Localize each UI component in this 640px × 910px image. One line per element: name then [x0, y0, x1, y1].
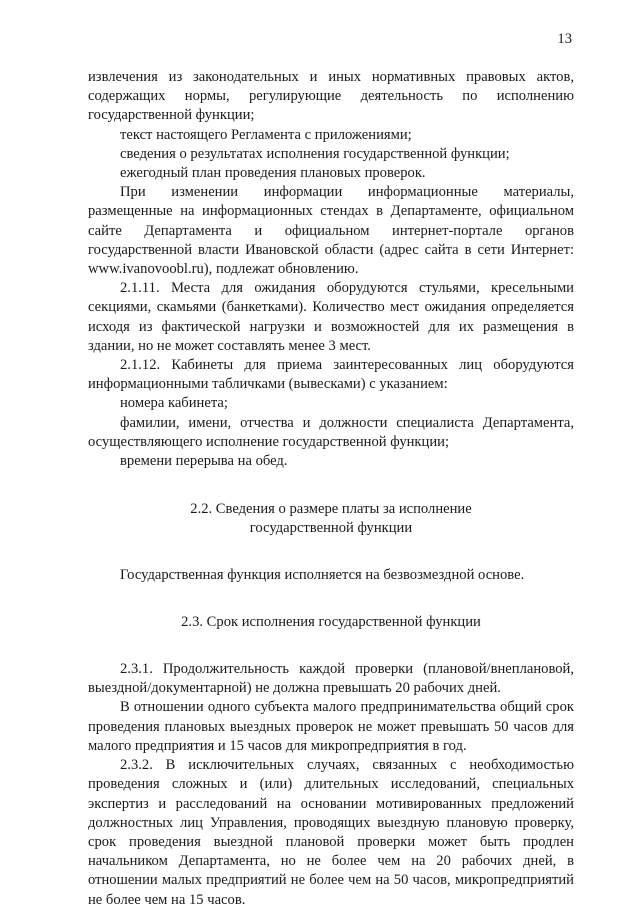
paragraph-specialist-name: фамилии, имени, отчества и должности специалиста Департамента, осуществляющего исполнение государственной функции;: [88, 414, 574, 450]
paragraph-2-1-11: 2.1.11. Места для ожидания оборудуются стульями, кресельными секциями, скамьями (банкетками). Количество мест ожидания определяется исходя из фактической нагрузки и возможностей для их размещения в здании, но не может составлять менее 3 мест.: [88, 280, 574, 354]
paragraph-results-info: сведения о результатах исполнения государственной функции;: [120, 145, 510, 162]
section-2-2-text: Государственная функция исполняется на безвозмездной основе.: [120, 566, 525, 583]
page-number: 13: [557, 31, 572, 47]
section-2-2-heading-line1: 2.2. Сведения о размере платы за исполнение: [190, 501, 472, 518]
paragraph-2-1-12: 2.1.12. Кабинеты для приема заинтересованных лиц оборудуются информационными табличками (вывесками) с указанием:: [88, 357, 574, 393]
paragraph-annual-plan: ежегодный план проведения плановых проверок.: [120, 165, 426, 182]
section-2-3-heading: 2.3. Срок исполнения государственной функции: [181, 613, 481, 630]
paragraph-2-3-2: 2.3.2. В исключительных случаях, связанных с необходимостью проведения сложных и (или) длительных исследований, специальных экспертиз и расследований на основании мотивированных предложений должностных лиц Управления, проводящих выездную плановую проверку, срок проведения выездной плановой проверки может быть продлен начальником Департамента, но не более чем на 20 рабочих дней, в отношении малых предприятий не более чем на 50 часов, микропредприятий не более чем на 15 часов.: [88, 757, 574, 908]
paragraph-regulation-text: текст настоящего Регламента с приложениями;: [120, 126, 412, 143]
paragraph-info-update: При изменении информации информационные материалы, размещенные на информационных стендах в Департаменте, официальном сайте Департамента и официальном интернет-портале органов государственной власти Ивановской области (адрес сайта в сети Интернет: www.ivanovoobl.ru), подлежат обновлению.: [88, 184, 574, 278]
paragraph-small-business-limit: В отношении одного субъекта малого предпринимательства общий срок проведения плановых выездных проверок не может превышать 50 часов для малого предприятия и 15 часов для микропредприятия в год.: [88, 699, 574, 754]
section-2-2-heading-line2: государственной функции: [249, 520, 413, 537]
paragraph-legal-extracts: извлечения из законодательных и иных нормативных правовых актов, содержащих нормы, регулирующие деятельность по исполнению государственной функции;: [88, 69, 574, 124]
document-body: [88, 68, 574, 910]
paragraph-room-number: номера кабинета;: [120, 395, 228, 412]
paragraph-2-3-1: 2.3.1. Продолжительность каждой проверки (плановой/внеплановой, выездной/документарной) не должна превышать 20 рабочих дней.: [88, 661, 574, 697]
paragraph-lunch-break: времени перерыва на обед.: [120, 453, 288, 470]
